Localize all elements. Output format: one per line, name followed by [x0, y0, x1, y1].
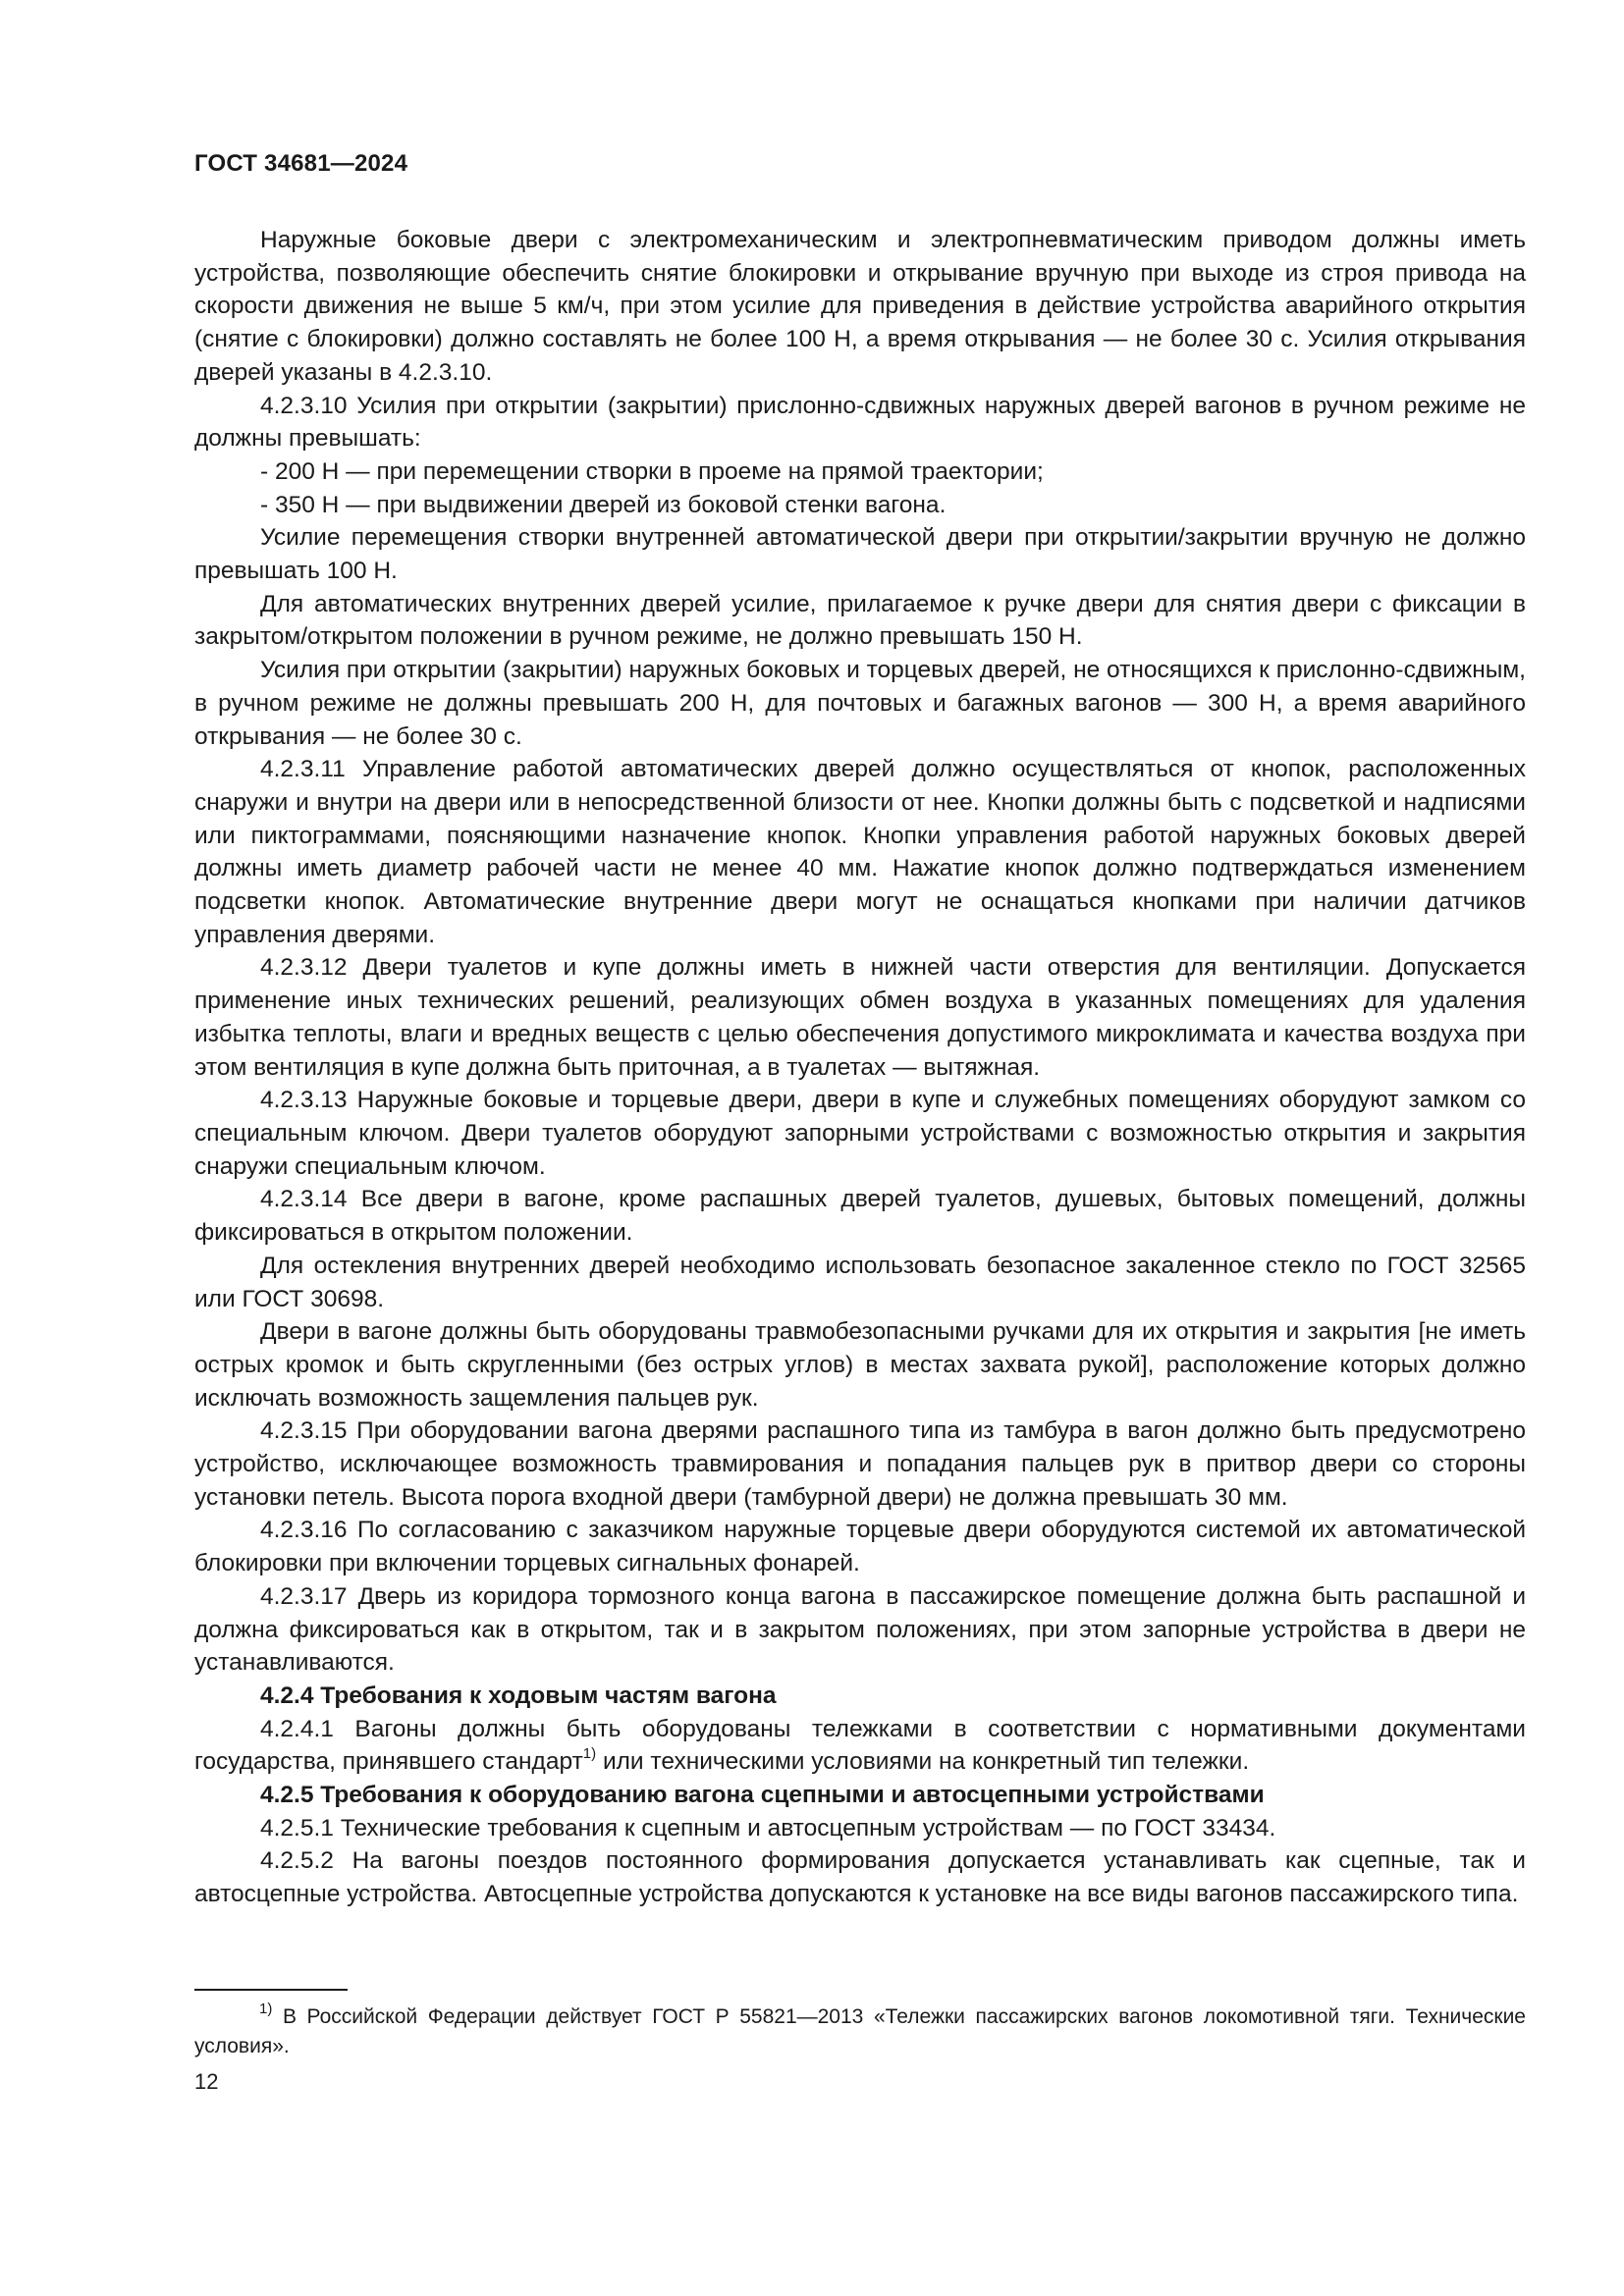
body-text: [194, 224, 1526, 1911]
list-item: - 350 Н — при выдвижении дверей из боковой стенки вагона.: [260, 491, 947, 518]
paragraph: Для остекления внутренних дверей необходимо использовать безопасное закаленное стекло по ГОСТ 32565 или ГОСТ 30698.: [194, 1252, 1526, 1312]
paragraph-4-2-3-17: 4.2.3.17 Дверь из коридора тормозного конца вагона в пассажирское помещение должна быть распашной и должна фиксироваться как в открытом, так и в закрытом положениях, при этом запорные устройства в двери не устанавливаются.: [194, 1582, 1526, 1677]
paragraph: Для автоматических внутренних дверей усилие, прилагаемое к ручке двери для снятия двери с фиксации в закрытом/открытом положении в ручном режиме, не должно превышать 150 Н.: [194, 590, 1526, 651]
footnote-reference[interactable]: 1): [582, 1745, 597, 1763]
paragraph: Усилия при открытии (закрытии) наружных боковых и торцевых дверей, не относящихся к прислонно-сдвижным, в ручном режиме не должны превышать 200 Н, для почтовых и багажных вагонов — 300 Н, а время аварийного открывания — не более 30 с.: [194, 657, 1526, 750]
paragraph-4-2-5-1: 4.2.5.1 Технические требования к сцепным и автосцепным устройствам — по ГОСТ 33434.: [260, 1814, 1276, 1842]
paragraph-4-2-5-2: 4.2.5.2 На вагоны поездов постоянного формирования допускается устанавливать как сцепные, так и автосцепные устройства. Автосцепные устройства допускаются к установке на все виды вагонов пассажирского типа.: [194, 1847, 1526, 1908]
footnote: [194, 2002, 1526, 2061]
section-heading-4-2-4: 4.2.4 Требования к ходовым частям вагона: [260, 1682, 777, 1709]
paragraph-4-2-3-16: 4.2.3.16 По согласованию с заказчиком наружные торцевые двери оборудуются системой их автоматической блокировки при включении торцевых сигнальных фонарей.: [194, 1517, 1526, 1577]
paragraph-text: 4.2.4.1 Вагоны должны быть оборудованы тележками в соответствии с нормативными документами государства, принявшего стандарт: [194, 1715, 1526, 1776]
paragraph-4-2-3-10: 4.2.3.10 Усилия при открытии (закрытии) прислонно-сдвижных наружных дверей вагонов в ручном режиме не должны превышать:: [194, 392, 1526, 453]
section-heading-4-2-5: 4.2.5 Требования к оборудованию вагона сцепными и автосцепными устройствами: [260, 1782, 1265, 1809]
paragraph-4-2-3-11: 4.2.3.11 Управление работой автоматических дверей должно осуществляться от кнопок, расположенных снаружи и внутри на двери или в непосредственной близости от нее. Кнопки должны быть с подсветкой и надписями или пиктограммами, поясняющими назначение кнопок. Кнопки управления работой наружных боковых дверей должны иметь диаметр рабочей части не менее 40 мм. Нажатие кнопок должно подтверждаться изменением подсветки кнопок. Автоматические внутренние двери могут не оснащаться кнопками при наличии датчиков управления дверями.: [194, 756, 1526, 948]
paragraph-text: или техническими условиями на конкретный тип тележки.: [596, 1748, 1250, 1776]
paragraph-4-2-3-12: 4.2.3.12 Двери туалетов и купе должны иметь в нижней части отверстия для вентиляции. Допускается применение иных технических решений, реализующих обмен воздуха в указанных помещениях для удаления избытка теплоты, влаги и вредных веществ с целью обеспечения допустимого микроклимата и качества воздуха при этом вентиляция в купе должна быть приточная, а в туалетах — вытяжная.: [194, 954, 1526, 1081]
paragraph: Наружные боковые двери с электромеханическим и электропневматическим приводом должны иметь устройства, позволяющие обеспечить снятие блокировки и открывание вручную при выходе из строя привода на скорости движения не выше 5 км/ч, при этом усилие для приведения в действие устройства аварийного открытия (снятие с блокировки) должно составлять не более 100 Н, а время открывания — не более 30 с. Усилия открывания дверей указаны в 4.2.3.10.: [194, 227, 1526, 386]
paragraph-4-2-3-13: 4.2.3.13 Наружные боковые и торцевые двери, двери в купе и служебных помещениях оборудуют замком со специальным ключом. Двери туалетов оборудуют запорными устройствами с возможностью открытия и закрытия снаружи специальным ключом.: [194, 1087, 1526, 1180]
list-item: - 200 Н — при перемещении створки в проеме на прямой траектории;: [260, 457, 1044, 485]
paragraph: Усилие перемещения створки внутренней автоматической двери при открытии/закрытии вручную не должно превышать 100 Н.: [194, 524, 1526, 585]
paragraph-4-2-3-14: 4.2.3.14 Все двери в вагоне, кроме распашных дверей туалетов, душевых, бытовых помещений, должны фиксироваться в открытом положении.: [194, 1186, 1526, 1247]
paragraph-4-2-4-1: [194, 1713, 1526, 1779]
footnote-text: В Российской Федерации действует ГОСТ Р 55821—2013 «Тележки пассажирских вагонов локомотивной тяги. Технические условия».: [194, 2005, 1526, 2057]
paragraph-4-2-3-15: 4.2.3.15 При оборудовании вагона дверями распашного типа из тамбура в вагон должно быть предусмотрено устройство, исключающее возможность травмирования и попадания пальцев рук в притвор двери со стороны установки петель. Высота порога входной двери (тамбурной двери) не должна превышать 30 мм.: [194, 1417, 1526, 1511]
page-number: 12: [194, 2069, 219, 2094]
paragraph: Двери в вагоне должны быть оборудованы травмобезопасными ручками для их открытия и закрытия [не иметь острых кромок и быть скругленными (без острых углов) в местах захвата рукой], расположение которых должно исключать возможность защемления пальцев рук.: [194, 1318, 1526, 1412]
footnote-mark: 1): [259, 2001, 273, 2017]
footnote-separator: [194, 1989, 348, 1991]
standard-header: ГОСТ 34681—2024: [194, 150, 408, 177]
